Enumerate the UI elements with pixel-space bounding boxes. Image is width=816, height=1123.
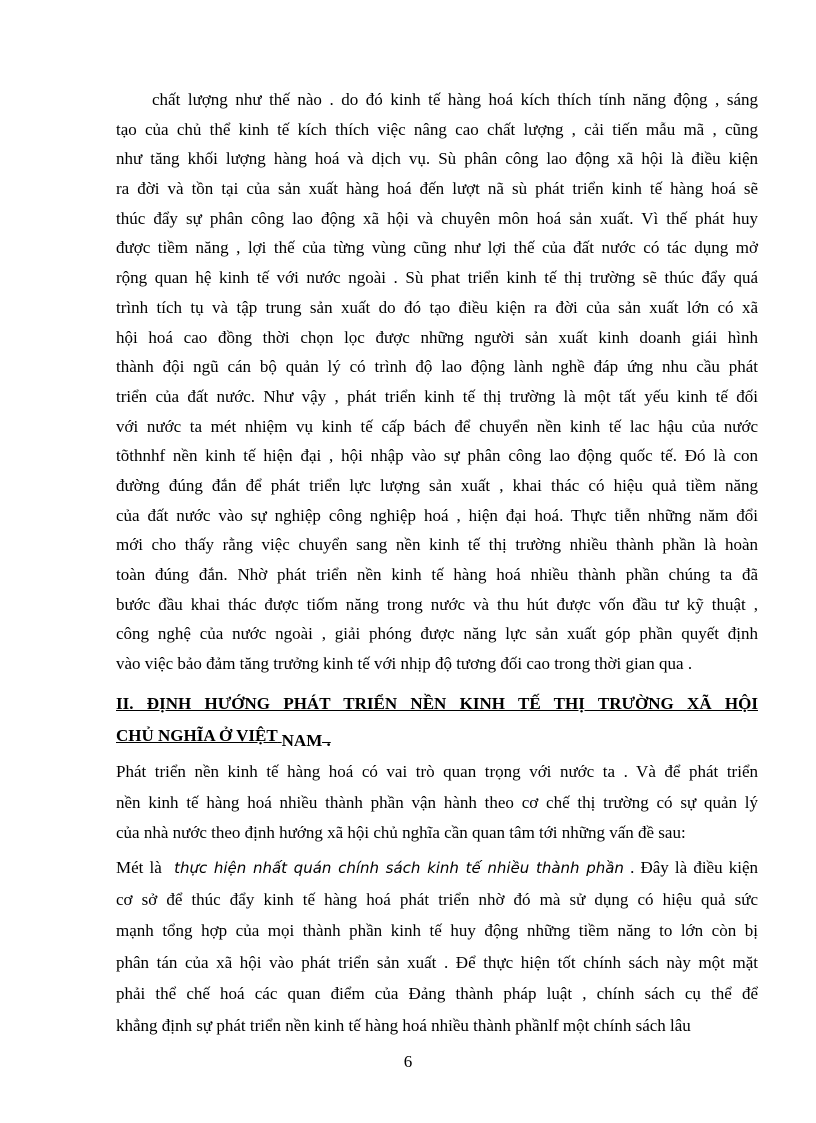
text-line: mạnh tổng hợp của mọi thành phần kinh tế huy động những tiềm năng to lớn còn bị xyxy=(116,921,758,940)
emphasis-text: thực hiện nhất quán chính sách kinh tế nhiều thành phần xyxy=(174,859,624,877)
text-line: tõthnhf nền kinh tế hiện đại , hội nhập vào sự phân công lao động quốc tế. Đó là con xyxy=(116,446,758,466)
text-line: thành đội ngũ cán bộ quản lý có trình độ lao động lành nghề đáp ứng nhu cầu phát xyxy=(116,357,758,377)
text-line: vào việc bảo đảm tăng trưởng kinh tế với nhịp độ tương đối cao trong thời gian qua . xyxy=(116,654,693,674)
text-line: đường đúng đắn để phát triển lực lượng sản xuất , khai thác có hiệu quả tiềm năng xyxy=(116,475,758,495)
section-heading xyxy=(116,688,758,752)
text-line: rộng quan hệ kinh tế với nước ngoài . Sù phat triển kinh tế thị trường sẽ thúc đẩy quá xyxy=(116,268,758,288)
text-line: bước đầu khai thác được tiốm năng trong nước và thu hút được vốn đầu tư kỹ thuật , xyxy=(116,594,758,614)
text-line: khẳng định sự phát triển nền kinh tế hàng hoá nhiều thành phầnlf một chính sách lâu xyxy=(116,1015,691,1035)
paragraph-2 xyxy=(116,757,758,849)
text-line: ra đời và tồn tại của sản xuất hàng hoá đến lượt nã sù phát triển kinh tế hàng hoá sẽ xyxy=(116,179,758,199)
text-line: như tăng khối lượng hàng hoá và dịch vụ. Sù phân công lao động xã hội là điều kiện xyxy=(116,149,758,169)
text-line: thúc đẩy sự phân công lao động xã hội và chuyên môn hoá sản xuất. Vì thế phát huy xyxy=(116,208,758,228)
paragraph-3 xyxy=(116,852,758,1041)
text-line: mới cho thấy rằng việc chuyển sang nền kinh tế thị trường nhiều thành phần là hoàn xyxy=(116,535,758,555)
heading-line-2-text: CHỦ NGHĨA Ở VIỆT xyxy=(116,726,278,745)
text-line: triển của đất nước. Như vậy , phát triển kinh tế thị trường là một tất yếu kinh tế đối xyxy=(116,386,758,406)
lead-rest-text: . Đây là điều kiện xyxy=(630,858,758,877)
lead-text: Mét là xyxy=(116,858,162,877)
text-line xyxy=(116,852,758,884)
text-line: cơ sở để thúc đẩy kinh tế hàng hoá phát triển nhờ đó mà sử dụng có hiệu quả sức xyxy=(116,889,758,909)
heading-line-1: II. ĐỊNH HƯỚNG PHÁT TRIỂN NỀN KINH TẾ THỊ TRƯỜNG XÃ HỘI xyxy=(116,694,758,713)
heading-line-2 xyxy=(116,720,758,752)
text-line: công nghệ của nước ngoài , giải phóng được năng lực sản xuất góp phần quyết định xyxy=(116,624,758,644)
text-line: toàn đúng đắn. Nhờ phát triển nền kinh tế hàng hoá nhiều thành phần chúng ta đã xyxy=(116,565,758,584)
text-line: tạo của chủ thể kinh tế kích thích việc nâng cao chất lượng , cải tiến mẫu mã , cũng xyxy=(116,119,758,139)
paragraph-1 xyxy=(116,85,758,679)
text-line: được tiềm năng , lợi thế của từng vùng cũng như lợi thế của đất nước có tác dụng mở xyxy=(116,238,758,258)
text-line: chất lượng như thế nào . do đó kinh tế hàng hoá kích thích tính năng động , sáng xyxy=(152,90,758,109)
text-line: Phát triển nền kinh tế hàng hoá có vai trò quan trọng với nước ta . Và để phát triển xyxy=(116,762,758,781)
text-line: phải thể chế hoá các quan điểm của Đảng thành pháp luật , chính sách cụ thể để xyxy=(116,984,758,1003)
text-line: trình tích tụ và tập trung sản xuất do đó tạo điều kiện ra đời của sản xuất lớn có xã xyxy=(116,297,758,317)
text-line: của đất nước vào sự nghiệp công nghiệp hoá , hiện đại hoá. Thực tiễn những năm đổi xyxy=(116,505,758,525)
page-number: 6 xyxy=(403,1052,413,1071)
text-line: của nhà nước theo định hướng xã hội chủ nghĩa cần quan tâm tới những vấn đề sau: xyxy=(116,823,686,842)
text-line: phân tán của xã hội vào phát triển sản xuất . Để thực hiện tốt chính sách này một mặt xyxy=(116,952,758,972)
heading-line-2-tail: NAM . xyxy=(281,731,331,750)
text-line: với nước ta mét nhiệm vụ kinh tế cấp bách để chuyển nền kinh tế lac hậu của nước xyxy=(116,416,758,436)
text-line: nền kinh tế hàng hoá nhiều thành phần vận hành theo cơ chế thị trường có sự quản lý xyxy=(116,792,758,812)
text-line: hội hoá cao đồng thời chọn lọc được những người sản xuất kinh doanh giái hình xyxy=(116,327,758,347)
